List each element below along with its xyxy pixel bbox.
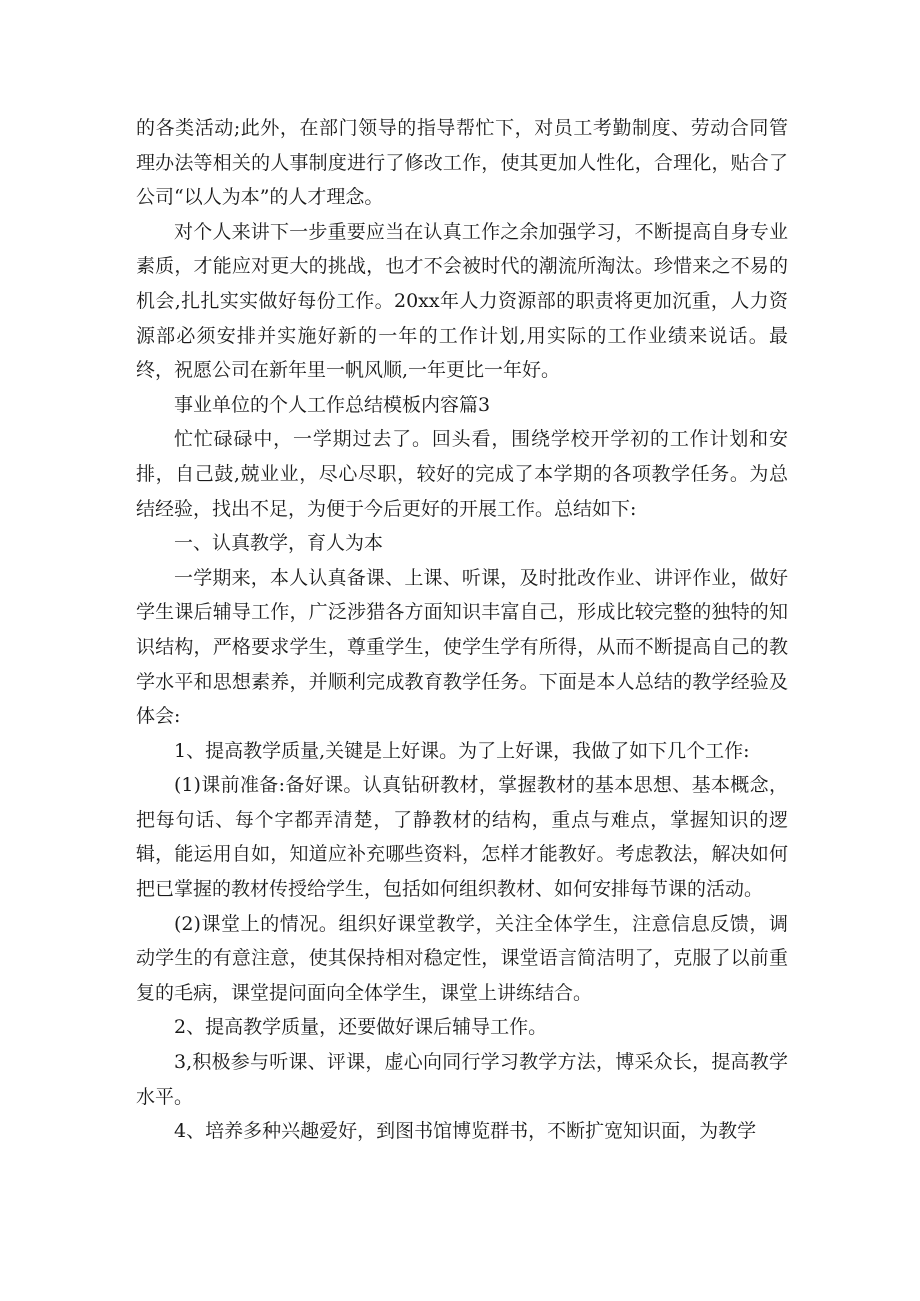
list-item: (2)课堂上的情况。组织好课堂教学，关注全体学生，注意信息反馈，调动学生的有意注意，使其保持相对稳定性，课堂语言简洁明了，克服了以前重复的毛病，课堂提问面向全体学生，课堂上讲练结合。 [136, 912, 788, 1004]
list-item: 4、培养多种兴趣爱好，到图书馆博览群书，不断扩宽知识面，为教学 [174, 1120, 757, 1143]
list-item: 1、提高教学质量,关键是上好课。为了上好课，我做了如下几个工作: [174, 739, 750, 762]
list-item: (1)课前准备:备好课。认真钻研教材，掌握教材的基本思想、基本概念，把每句话、每个字都弄清楚，了静教材的结构，重点与难点，掌握知识的逻辑，能运用自如，知道应补充哪些资料，怎样才能教好。考虑教法，解决如何把已掌握的教材传授给学生，包括如何组织教材、如何安排每节课的活动。 [136, 774, 788, 901]
paragraph: 对个人来讲下一步重要应当在认真工作之余加强学习，不断提高自身专业素质，才能应对更大的挑战，也才不会被时代的潮流所淘汰。珍惜来之不易的机会,扎扎实实做好每份工作。20xx年人力资源部的职责将更加沉重，人力资源部必须安排并实施好新的一年的工作计划,用实际的工作业绩来说话。最终，祝愿公司在新年里一帆风顺,一年更比一年好。 [136, 220, 788, 382]
paragraph: 一学期来，本人认真备课、上课、听课，及时批改作业、讲评作业，做好学生课后辅导工作，广泛涉猎各方面知识丰富自己，形成比较完整的独特的知识结构，严格要求学生，尊重学生，使学生学有所得，从而不断提高自己的教学水平和思想素养，并顺利完成教育教学任务。下面是本人总结的教学经验及体会: [136, 566, 788, 728]
section-heading: 事业单位的个人工作总结模板内容篇3 [174, 393, 491, 416]
paragraph: 的各类活动;此外，在部门领导的指导帮忙下，对员工考勤制度、劳动合同管理办法等相关的人事制度进行了修改工作，使其更加人性化，合理化，贴合了公司“以人为本”的人才理念。 [136, 117, 788, 209]
list-item: 2、提高教学质量，还要做好课后辅导工作。 [174, 1016, 548, 1039]
subsection-heading: 一、认真教学，育人为本 [174, 532, 384, 555]
document-body [136, 111, 788, 1149]
list-item: 3,积极参与听课、评课，虚心向同行学习教学方法，博采众长，提高教学水平。 [136, 1051, 788, 1108]
paragraph: 忙忙碌碌中，一学期过去了。回头看，围绕学校开学初的工作计划和安排，自己鼓,兢业业，尽心尽职，较好的完成了本学期的各项教学任务。为总结经验，找出不足，为便于今后更好的开展工作。总结如下: [136, 428, 788, 520]
